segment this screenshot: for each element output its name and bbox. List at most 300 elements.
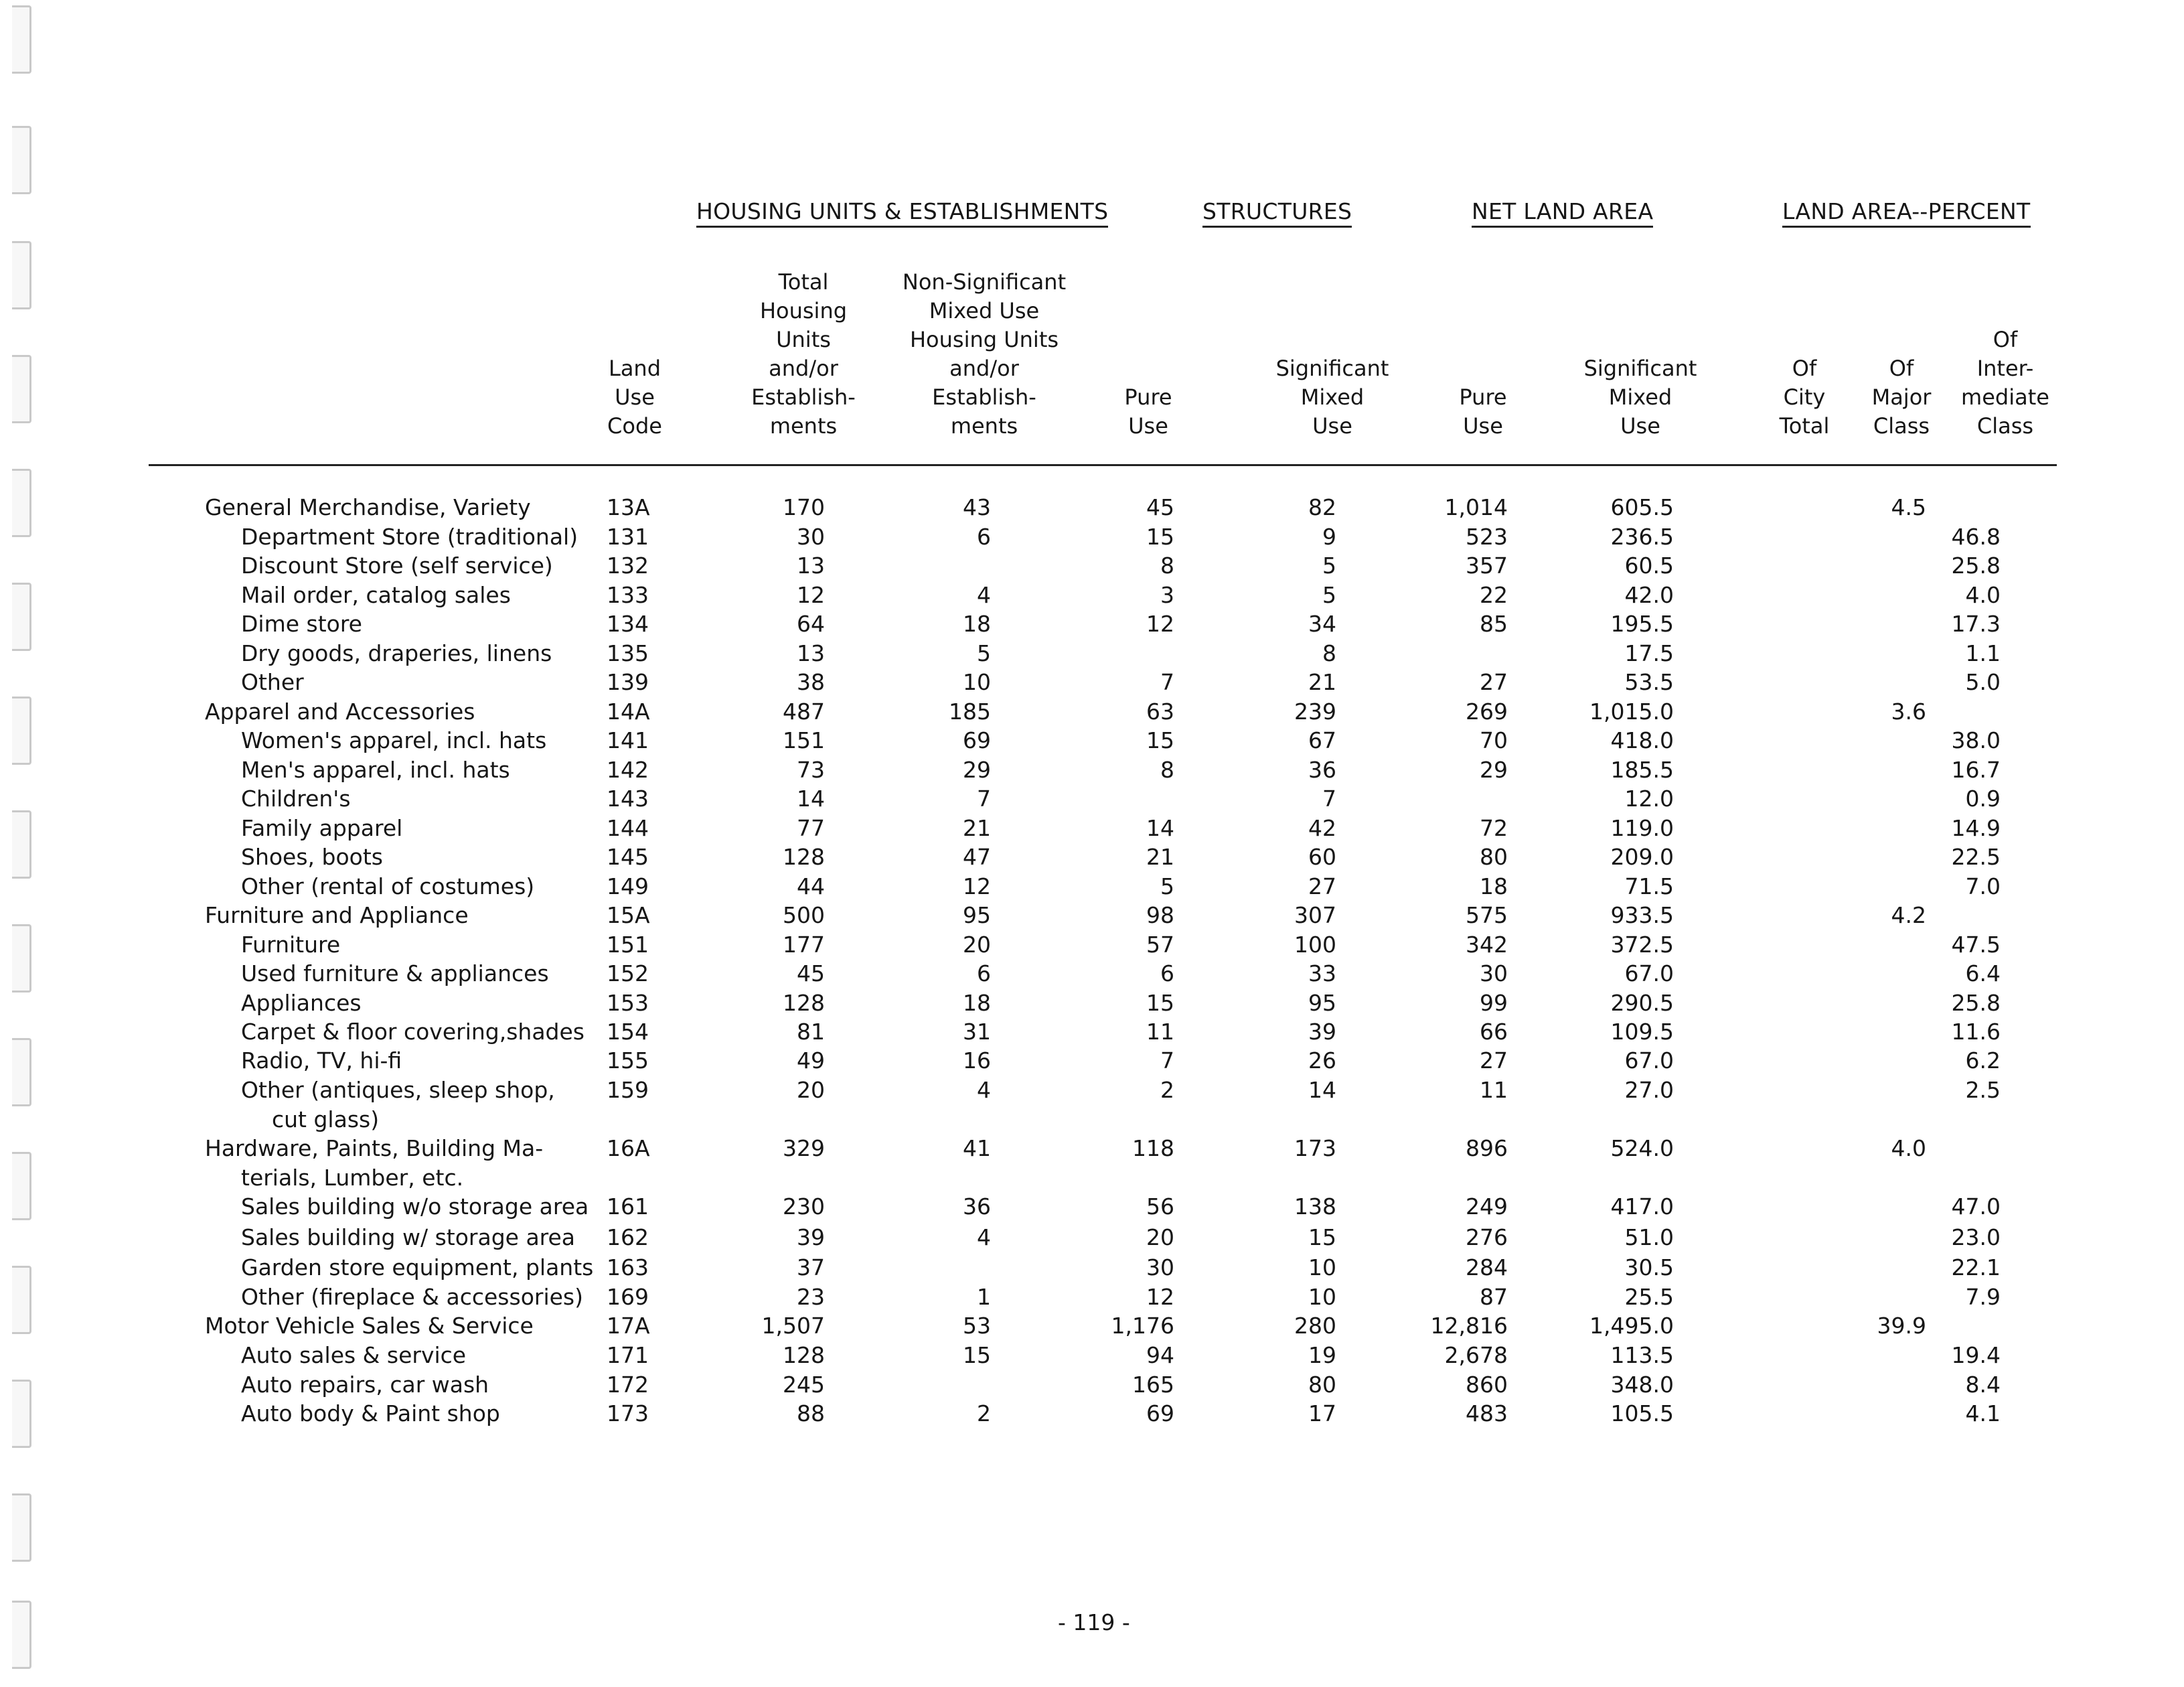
cell-struct-mixed: 60 — [1308, 844, 1336, 870]
col-of-intermediate-class: Of Inter- mediate Class — [1961, 327, 2049, 439]
cell-pct-inter: 23.0 — [1951, 1224, 2001, 1250]
cell-land-mixed: 53.5 — [1624, 669, 1674, 695]
cell-nonsig: 15 — [963, 1342, 991, 1368]
cell-nonsig: 2 — [977, 1400, 991, 1426]
cell-pct-inter: 22.5 — [1951, 844, 2001, 870]
cell-struct-mixed: 138 — [1294, 1193, 1336, 1220]
cell-land-pure: 575 — [1466, 902, 1508, 928]
land-use-code: 15A — [607, 902, 650, 928]
cell-nonsig: 18 — [963, 990, 991, 1016]
cell-land-pure: 523 — [1466, 524, 1508, 550]
cell-land-mixed: 185.5 — [1610, 757, 1674, 783]
cell-pct-inter: 25.8 — [1951, 553, 2001, 579]
binding-hole — [12, 126, 31, 194]
cell-land-mixed: 60.5 — [1624, 553, 1674, 579]
cell-land-mixed: 290.5 — [1610, 990, 1674, 1016]
row-description: Shoes, boots — [241, 844, 383, 870]
cell-land-pure: 860 — [1466, 1372, 1508, 1398]
table-row — [0, 1192, 2184, 1222]
cell-total: 170 — [783, 494, 825, 520]
cell-struct-mixed: 15 — [1308, 1224, 1336, 1250]
col-of-major-class: Of Major Class — [1871, 356, 1932, 439]
cell-land-mixed: 417.0 — [1610, 1193, 1674, 1220]
cell-nonsig: 29 — [963, 757, 991, 783]
cell-land-pure: 276 — [1466, 1224, 1508, 1250]
land-use-code: 141 — [607, 727, 649, 753]
land-use-code: 133 — [607, 582, 649, 608]
land-use-code: 134 — [607, 611, 649, 637]
table-row — [0, 1341, 2184, 1370]
table-row — [0, 551, 2184, 581]
cell-struct-pure: 20 — [1146, 1224, 1174, 1250]
table-row — [0, 814, 2184, 843]
cell-total: 64 — [797, 611, 825, 637]
cell-pct-inter: 1.1 — [1965, 640, 2001, 666]
land-use-code: 132 — [607, 553, 649, 579]
col-land-significant-mixed-use: Significant Mixed Use — [1583, 356, 1697, 439]
table-row — [0, 1311, 2184, 1341]
cell-nonsig: 95 — [963, 902, 991, 928]
cell-pct-inter: 4.1 — [1965, 1400, 2001, 1426]
cell-total: 1,507 — [761, 1313, 825, 1339]
cell-struct-mixed: 307 — [1294, 902, 1336, 928]
land-use-code: 154 — [607, 1019, 649, 1045]
table-row — [0, 697, 2184, 727]
cell-struct-mixed: 280 — [1294, 1313, 1336, 1339]
cell-struct-mixed: 42 — [1308, 815, 1336, 841]
cell-land-mixed: 42.0 — [1624, 582, 1674, 608]
cell-struct-mixed: 82 — [1308, 494, 1336, 520]
row-description: Appliances — [241, 990, 362, 1016]
land-use-code: 142 — [607, 757, 649, 783]
cell-total: 329 — [783, 1135, 825, 1161]
cell-land-pure: 1,014 — [1444, 494, 1508, 520]
cell-struct-pure: 15 — [1146, 524, 1174, 550]
land-use-code: 173 — [607, 1400, 649, 1426]
cell-pct-inter: 22.1 — [1951, 1254, 2001, 1280]
cell-land-pure: 342 — [1466, 932, 1508, 958]
cell-pct-inter: 6.2 — [1965, 1047, 2001, 1074]
cell-total: 13 — [797, 640, 825, 666]
cell-land-pure: 483 — [1466, 1400, 1508, 1426]
cell-struct-pure: 165 — [1132, 1372, 1174, 1398]
cell-total: 38 — [797, 669, 825, 695]
group-structures: STRUCTURES — [1202, 198, 1352, 228]
land-use-code: 14A — [607, 699, 650, 725]
cell-land-pure: 99 — [1480, 990, 1508, 1016]
cell-pct-inter: 19.4 — [1951, 1342, 2001, 1368]
cell-land-pure: 896 — [1466, 1135, 1508, 1161]
cell-pct-inter: 11.6 — [1951, 1019, 2001, 1045]
cell-nonsig: 43 — [963, 494, 991, 520]
cell-nonsig: 12 — [963, 873, 991, 899]
table-row — [0, 609, 2184, 639]
col-non-significant-mixed-use: Non-Significant Mixed Use Housing Units and/or Establish- ments — [902, 269, 1067, 439]
cell-pct-inter: 16.7 — [1951, 757, 2001, 783]
cell-nonsig: 47 — [963, 844, 991, 870]
cell-total: 20 — [797, 1077, 825, 1103]
cell-total: 12 — [797, 582, 825, 608]
cell-land-mixed: 105.5 — [1610, 1400, 1674, 1426]
row-description: Discount Store (self service) — [241, 553, 553, 579]
cell-nonsig: 1 — [977, 1284, 991, 1310]
row-description: Children's — [241, 786, 351, 812]
cell-total: 88 — [797, 1400, 825, 1426]
cell-land-mixed: 418.0 — [1610, 727, 1674, 753]
cell-total: 14 — [797, 786, 825, 812]
table-row — [0, 1076, 2184, 1132]
col-structures-pure-use: Pure Use — [1124, 384, 1172, 439]
cell-struct-pure: 57 — [1146, 932, 1174, 958]
row-description: Family apparel — [241, 815, 403, 841]
binding-hole — [12, 5, 31, 74]
header-rule — [149, 464, 2057, 466]
cell-total: 177 — [783, 932, 825, 958]
cell-struct-pure: 45 — [1146, 494, 1174, 520]
land-use-code: 172 — [607, 1372, 649, 1398]
col-total-housing-units: Total Housing Units and/or Establish- ments — [751, 269, 856, 439]
cell-total: 81 — [797, 1019, 825, 1045]
row-description: Women's apparel, incl. hats — [241, 727, 547, 753]
cell-land-pure: 70 — [1480, 727, 1508, 753]
cell-pct-major: 3.6 — [1891, 699, 1926, 725]
table-row — [0, 1017, 2184, 1047]
cell-nonsig: 10 — [963, 669, 991, 695]
land-use-code: 155 — [607, 1047, 649, 1074]
row-description: Auto repairs, car wash — [241, 1372, 489, 1398]
row-description: Auto body & Paint shop — [241, 1400, 500, 1426]
cell-total: 500 — [783, 902, 825, 928]
cell-nonsig: 7 — [977, 786, 991, 812]
land-use-code: 149 — [607, 873, 649, 899]
cell-struct-pure: 12 — [1146, 611, 1174, 637]
header-groups — [0, 198, 2184, 238]
cell-land-mixed: 17.5 — [1624, 640, 1674, 666]
cell-struct-mixed: 17 — [1308, 1400, 1336, 1426]
cell-struct-mixed: 10 — [1308, 1284, 1336, 1310]
cell-struct-pure: 3 — [1160, 582, 1174, 608]
cell-land-pure: 12,816 — [1430, 1313, 1508, 1339]
cell-struct-mixed: 5 — [1322, 553, 1336, 579]
row-description: Radio, TV, hi-fi — [241, 1047, 402, 1074]
cell-total: 151 — [783, 727, 825, 753]
cell-struct-mixed: 34 — [1308, 611, 1336, 637]
cell-pct-inter: 8.4 — [1965, 1372, 2001, 1398]
cell-pct-inter: 7.9 — [1965, 1284, 2001, 1310]
cell-pct-inter: 17.3 — [1951, 611, 2001, 637]
cell-nonsig: 31 — [963, 1019, 991, 1045]
cell-land-pure: 269 — [1466, 699, 1508, 725]
cell-pct-inter: 0.9 — [1965, 786, 2001, 812]
table-row — [0, 755, 2184, 785]
cell-pct-inter: 4.0 — [1965, 582, 2001, 608]
cell-land-pure: 249 — [1466, 1193, 1508, 1220]
cell-total: 128 — [783, 844, 825, 870]
land-use-code: 145 — [607, 844, 649, 870]
cell-land-pure: 72 — [1480, 815, 1508, 841]
cell-nonsig: 21 — [963, 815, 991, 841]
cell-land-pure: 30 — [1480, 960, 1508, 986]
cell-land-pure: 85 — [1480, 611, 1508, 637]
cell-land-mixed: 67.0 — [1624, 960, 1674, 986]
land-use-code: 143 — [607, 786, 649, 812]
cell-struct-pure: 12 — [1146, 1284, 1174, 1310]
cell-nonsig: 69 — [963, 727, 991, 753]
cell-land-mixed: 119.0 — [1610, 815, 1674, 841]
table-row — [0, 842, 2184, 872]
cell-struct-pure: 118 — [1132, 1135, 1174, 1161]
cell-struct-mixed: 9 — [1322, 524, 1336, 550]
table-row — [0, 668, 2184, 697]
cell-pct-inter: 14.9 — [1951, 815, 2001, 841]
cell-pct-major: 4.0 — [1891, 1135, 1926, 1161]
cell-total: 128 — [783, 990, 825, 1016]
row-description: Sales building w/o storage area — [241, 1193, 589, 1220]
cell-land-mixed: 348.0 — [1610, 1372, 1674, 1398]
cell-land-pure: 22 — [1480, 582, 1508, 608]
cell-land-pure: 11 — [1480, 1077, 1508, 1103]
cell-nonsig: 4 — [977, 1224, 991, 1250]
cell-struct-mixed: 33 — [1308, 960, 1336, 986]
binding-hole — [12, 1493, 31, 1562]
cell-total: 77 — [797, 815, 825, 841]
cell-pct-major: 4.5 — [1891, 494, 1926, 520]
land-use-code: 13A — [607, 494, 650, 520]
cell-pct-inter: 7.0 — [1965, 873, 2001, 899]
cell-struct-mixed: 173 — [1294, 1135, 1336, 1161]
land-use-code: 169 — [607, 1284, 649, 1310]
row-description: Apparel and Accessories — [205, 699, 475, 725]
cell-struct-mixed: 8 — [1322, 640, 1336, 666]
land-use-code: 152 — [607, 960, 649, 986]
table-row — [0, 872, 2184, 901]
row-description: Furniture and Appliance — [205, 902, 469, 928]
land-use-code: 161 — [607, 1193, 649, 1220]
cell-total: 128 — [783, 1342, 825, 1368]
cell-pct-inter: 25.8 — [1951, 990, 2001, 1016]
land-use-code: 162 — [607, 1224, 649, 1250]
cell-struct-pure: 69 — [1146, 1400, 1174, 1426]
cell-land-mixed: 236.5 — [1610, 524, 1674, 550]
cell-total: 23 — [797, 1284, 825, 1310]
cell-struct-pure: 56 — [1146, 1193, 1174, 1220]
cell-land-mixed: 524.0 — [1610, 1135, 1674, 1161]
cell-struct-mixed: 95 — [1308, 990, 1336, 1016]
cell-pct-inter: 2.5 — [1965, 1077, 2001, 1103]
table-row — [0, 726, 2184, 755]
cell-pct-inter: 47.0 — [1951, 1193, 2001, 1220]
table-row — [0, 1370, 2184, 1400]
cell-pct-inter: 6.4 — [1965, 960, 2001, 986]
land-use-code: 159 — [607, 1077, 649, 1103]
cell-land-pure: 27 — [1480, 1047, 1508, 1074]
cell-struct-mixed: 80 — [1308, 1372, 1336, 1398]
row-description: Auto sales & service — [241, 1342, 467, 1368]
cell-land-pure: 18 — [1480, 873, 1508, 899]
row-description: Used furniture & appliances — [241, 960, 549, 986]
cell-land-mixed: 605.5 — [1610, 494, 1674, 520]
group-housing-units: HOUSING UNITS & ESTABLISHMENTS — [696, 198, 1108, 228]
land-use-code: 144 — [607, 815, 649, 841]
cell-total: 245 — [783, 1372, 825, 1398]
row-description: Department Store (traditional) — [241, 524, 578, 550]
col-land-use-code: Land Use Code — [607, 356, 662, 439]
table-row — [0, 581, 2184, 610]
cell-land-pure: 357 — [1466, 553, 1508, 579]
cell-struct-mixed: 100 — [1294, 932, 1336, 958]
cell-total: 45 — [797, 960, 825, 986]
row-description: Other (rental of costumes) — [241, 873, 535, 899]
cell-land-pure: 27 — [1480, 669, 1508, 695]
cell-struct-pure: 1,176 — [1111, 1313, 1174, 1339]
cell-struct-pure: 7 — [1160, 669, 1174, 695]
cell-struct-mixed: 39 — [1308, 1019, 1336, 1045]
col-structures-significant-mixed-use: Significant Mixed Use — [1275, 356, 1389, 439]
col-land-pure-use: Pure Use — [1459, 384, 1507, 439]
table-row — [0, 1134, 2184, 1191]
cell-struct-pure: 2 — [1160, 1077, 1174, 1103]
row-description: Sales building w/ storage area — [241, 1224, 576, 1250]
cell-land-pure: 87 — [1480, 1284, 1508, 1310]
cell-struct-mixed: 36 — [1308, 757, 1336, 783]
row-description: Carpet & floor covering,shades — [241, 1019, 584, 1045]
cell-total: 37 — [797, 1254, 825, 1280]
cell-struct-mixed: 5 — [1322, 582, 1336, 608]
row-description-continued: terials, Lumber, etc. — [241, 1165, 464, 1191]
cell-struct-pure: 21 — [1146, 844, 1174, 870]
cell-struct-pure: 98 — [1146, 902, 1174, 928]
row-description: Dime store — [241, 611, 362, 637]
row-description: Hardware, Paints, Building Ma- — [205, 1135, 544, 1161]
cell-nonsig: 53 — [963, 1313, 991, 1339]
cell-struct-pure: 14 — [1146, 815, 1174, 841]
row-description: Other (fireplace & accessories) — [241, 1284, 583, 1310]
row-description: Other — [241, 669, 304, 695]
row-description: Men's apparel, incl. hats — [241, 757, 510, 783]
cell-land-mixed: 30.5 — [1624, 1254, 1674, 1280]
cell-land-pure: 29 — [1480, 757, 1508, 783]
cell-struct-mixed: 67 — [1308, 727, 1336, 753]
cell-total: 39 — [797, 1224, 825, 1250]
table-row — [0, 930, 2184, 960]
row-description-continued: cut glass) — [272, 1106, 380, 1132]
cell-nonsig: 41 — [963, 1135, 991, 1161]
cell-struct-pure: 15 — [1146, 727, 1174, 753]
cell-nonsig: 4 — [977, 1077, 991, 1103]
table-row — [0, 959, 2184, 988]
cell-struct-mixed: 19 — [1308, 1342, 1336, 1368]
cell-land-mixed: 25.5 — [1624, 1284, 1674, 1310]
group-net-land-area: NET LAND AREA — [1472, 198, 1653, 228]
cell-nonsig: 6 — [977, 524, 991, 550]
table-row — [0, 1253, 2184, 1282]
cell-land-pure: 284 — [1466, 1254, 1508, 1280]
cell-struct-mixed: 26 — [1308, 1047, 1336, 1074]
cell-struct-pure: 11 — [1146, 1019, 1174, 1045]
cell-struct-mixed: 27 — [1308, 873, 1336, 899]
table-row — [0, 988, 2184, 1018]
cell-struct-mixed: 21 — [1308, 669, 1336, 695]
row-description: Other (antiques, sleep shop, — [241, 1077, 555, 1103]
cell-nonsig: 20 — [963, 932, 991, 958]
table-row — [0, 1046, 2184, 1076]
table-row — [0, 1282, 2184, 1312]
row-description: Dry goods, draperies, linens — [241, 640, 552, 666]
row-description: General Merchandise, Variety — [205, 494, 531, 520]
cell-land-pure: 2,678 — [1444, 1342, 1508, 1368]
row-description: Mail order, catalog sales — [241, 582, 511, 608]
cell-total: 30 — [797, 524, 825, 550]
land-use-code: 16A — [607, 1135, 650, 1161]
cell-land-mixed: 209.0 — [1610, 844, 1674, 870]
column-headers — [0, 260, 2184, 441]
cell-nonsig: 185 — [949, 699, 991, 725]
cell-struct-pure: 94 — [1146, 1342, 1174, 1368]
cell-total: 13 — [797, 553, 825, 579]
cell-struct-pure: 7 — [1160, 1047, 1174, 1074]
table-row — [0, 1223, 2184, 1252]
land-use-code: 153 — [607, 990, 649, 1016]
table-row — [0, 901, 2184, 930]
land-use-code: 17A — [607, 1313, 650, 1339]
cell-land-pure: 80 — [1480, 844, 1508, 870]
cell-struct-mixed: 7 — [1322, 786, 1336, 812]
cell-total: 230 — [783, 1193, 825, 1220]
cell-land-mixed: 933.5 — [1610, 902, 1674, 928]
cell-land-mixed: 27.0 — [1624, 1077, 1674, 1103]
table-row — [0, 639, 2184, 668]
land-use-code: 163 — [607, 1254, 649, 1280]
cell-struct-pure: 8 — [1160, 757, 1174, 783]
cell-struct-pure: 8 — [1160, 553, 1174, 579]
table-row — [0, 784, 2184, 814]
cell-struct-pure: 15 — [1146, 990, 1174, 1016]
table-row — [0, 522, 2184, 552]
table-row — [0, 1399, 2184, 1428]
cell-pct-inter: 46.8 — [1951, 524, 2001, 550]
page-number: - 119 - — [1058, 1609, 1130, 1635]
row-description: Furniture — [241, 932, 341, 958]
table-row — [0, 493, 2184, 522]
group-land-area-percent: LAND AREA--PERCENT — [1782, 198, 2031, 228]
cell-total: 73 — [797, 757, 825, 783]
cell-land-mixed: 51.0 — [1624, 1224, 1674, 1250]
cell-struct-pure: 63 — [1146, 699, 1174, 725]
cell-struct-pure: 30 — [1146, 1254, 1174, 1280]
cell-pct-major: 4.2 — [1891, 902, 1926, 928]
cell-struct-pure: 5 — [1160, 873, 1174, 899]
col-of-city-total: Of City Total — [1779, 356, 1830, 439]
cell-nonsig: 36 — [963, 1193, 991, 1220]
cell-struct-pure: 6 — [1160, 960, 1174, 986]
land-use-code: 171 — [607, 1342, 649, 1368]
cell-pct-inter: 47.5 — [1951, 932, 2001, 958]
land-use-code: 135 — [607, 640, 649, 666]
cell-nonsig: 18 — [963, 611, 991, 637]
cell-nonsig: 4 — [977, 582, 991, 608]
cell-struct-mixed: 239 — [1294, 699, 1336, 725]
cell-total: 44 — [797, 873, 825, 899]
cell-nonsig: 16 — [963, 1047, 991, 1074]
cell-land-mixed: 113.5 — [1610, 1342, 1674, 1368]
cell-nonsig: 6 — [977, 960, 991, 986]
row-description: Motor Vehicle Sales & Service — [205, 1313, 534, 1339]
land-use-code: 131 — [607, 524, 649, 550]
cell-struct-mixed: 10 — [1308, 1254, 1336, 1280]
cell-land-mixed: 71.5 — [1624, 873, 1674, 899]
cell-land-mixed: 1,495.0 — [1589, 1313, 1674, 1339]
cell-land-pure: 66 — [1480, 1019, 1508, 1045]
